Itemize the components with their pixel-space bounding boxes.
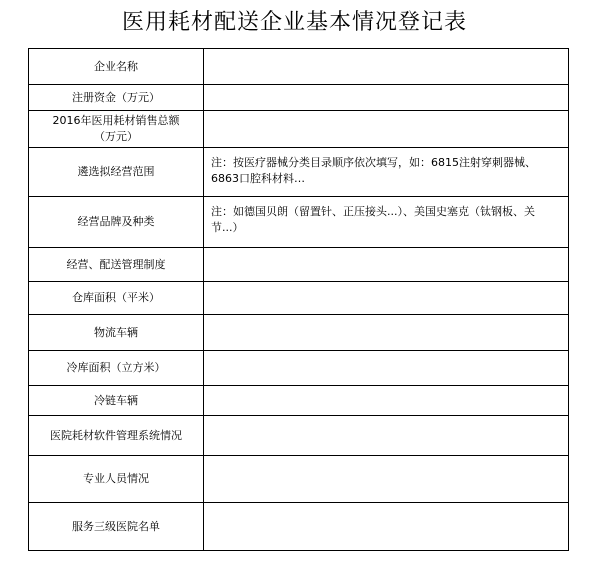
row-sales-2016 [29,111,569,148]
brands-note: 注：如德国贝朗（留置针、正压接头...）、美国史塞克（钛钢板、关节...） [211,205,535,234]
row-software-system [29,416,569,456]
business-scope-note: 注：按医疗器械分类目录顺序依次填写，如：6815注射穿刺器械、6863口腔科材料… [211,156,536,185]
field-cold-storage[interactable] [204,351,569,386]
field-cold-chain-vehicles[interactable] [204,386,569,416]
field-hospital-list[interactable] [204,503,569,551]
label-business-scope: 遴选拟经营范围 [29,148,204,197]
row-company-name [29,49,569,85]
label-cold-chain-vehicles: 冷链车辆 [29,386,204,416]
row-registered-capital [29,85,569,111]
field-warehouse-area[interactable] [204,282,569,315]
label-management-system: 经营、配送管理制度 [29,248,204,282]
row-business-scope [29,148,569,197]
label-warehouse-area: 仓库面积（平米） [29,282,204,315]
row-cold-chain-vehicles [29,386,569,416]
field-software-system[interactable] [204,416,569,456]
label-sales-2016-line1: 2016年医用耗材销售总额 [52,114,180,127]
label-sales-2016-line2: （万元） [94,130,138,143]
form-title: 医用耗材配送企业基本情况登记表 [121,10,467,35]
field-company-name[interactable] [204,49,569,85]
label-logistics-vehicles: 物流车辆 [29,315,204,351]
row-hospital-list [29,503,569,551]
row-warehouse-area [29,282,569,315]
field-management-system[interactable] [204,248,569,282]
registration-table [28,48,569,551]
field-logistics-vehicles[interactable] [204,315,569,351]
label-software-system: 医院耗材软件管理系统情况 [29,416,204,456]
field-registered-capital[interactable] [204,85,569,111]
row-brands [29,197,569,248]
row-cold-storage [29,351,569,386]
label-company-name: 企业名称 [29,49,204,85]
row-staff [29,456,569,503]
row-management-system [29,248,569,282]
field-business-scope[interactable] [204,148,569,197]
label-staff: 专业人员情况 [29,456,204,503]
field-brands[interactable] [204,197,569,248]
label-registered-capital: 注册资金（万元） [29,85,204,111]
label-cold-storage: 冷库面积（立方米） [29,351,204,386]
label-brands: 经营品牌及种类 [29,197,204,248]
field-staff[interactable] [204,456,569,503]
label-hospital-list: 服务三级医院名单 [29,503,204,551]
label-sales-2016 [29,111,204,148]
field-sales-2016[interactable] [204,111,569,148]
row-logistics-vehicles [29,315,569,351]
